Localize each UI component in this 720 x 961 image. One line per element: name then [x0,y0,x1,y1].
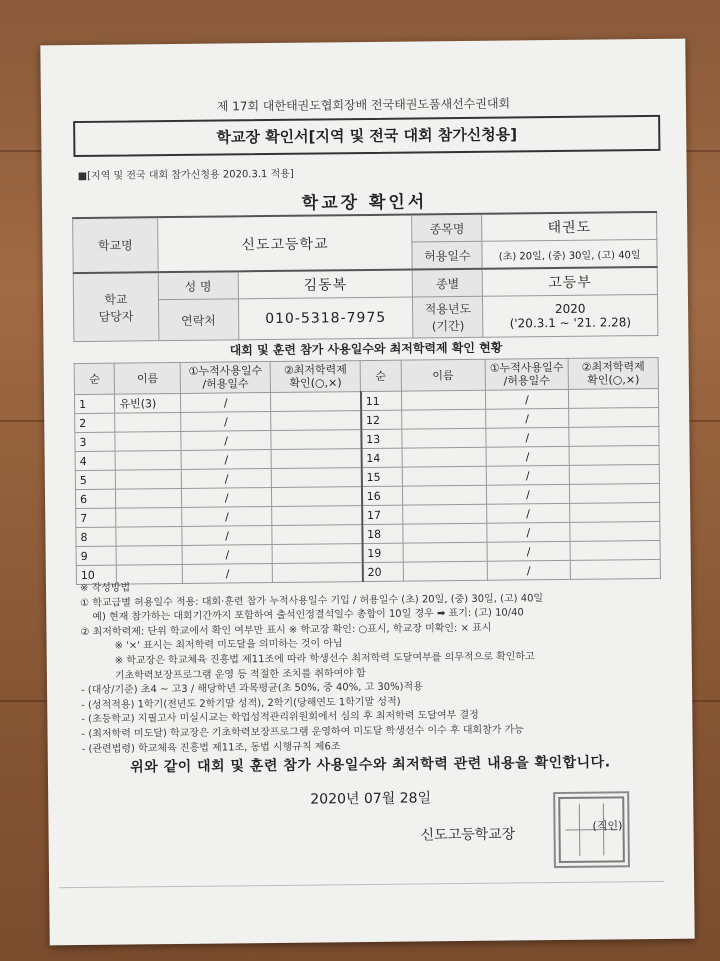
sport-label: 종목명 [412,214,482,242]
header-name: 이름 [115,362,181,394]
row-days-cell: / [181,450,271,470]
row-no-cell: 15 [361,467,402,486]
row-days-cell: / [487,541,570,561]
officer-label [73,272,159,341]
method-line: - (초등학교) 지필고사 미실시교는 학업성적관리위원회에서 심의 후 최저학력 도달여부 결정 [81,710,479,726]
row-days-cell: / [182,563,272,583]
document-sheet [40,39,694,946]
row-name-cell [116,526,182,546]
form-heading: 학교장 확인서 [301,192,428,214]
contact-label: 연락처 [158,299,238,341]
division-label: 종별 [413,269,483,297]
usage-table-title: 대회 및 훈련 참가 사용일수와 최저학력제 확인 현황 [229,340,503,358]
row-check-cell [570,540,660,560]
header-days: ①누적사용일수 /허용일수 [485,358,568,390]
row-no-cell: 5 [75,470,116,489]
row-name-cell [116,507,182,527]
seal-mark: (직인) [592,819,623,833]
row-days-cell: / [182,526,272,546]
row-no-cell: 16 [362,486,403,505]
row-name-cell [402,504,486,524]
row-no-cell: 10 [76,565,117,584]
row-no-cell: 8 [76,527,117,546]
row-no-cell: 9 [76,546,117,565]
row-check-cell [569,483,659,503]
method-line: ※ 학교장은 학교체육 진흥법 제11조에 따라 학생선수 최저학력 도달여부를 의무적으로 확인하고 [114,651,535,667]
issue-date: 2020년 07월 28일 [310,790,432,808]
row-name-cell [116,545,182,565]
row-name-cell [401,390,485,410]
row-check-cell [271,449,361,469]
row-no-cell: 6 [75,489,116,508]
applied-year-label-line1: 적용년도 [424,301,472,317]
row-days-cell: / [487,522,570,542]
row-check-cell [272,487,362,507]
row-check-cell [569,407,659,427]
row-no-cell: 2 [75,413,116,432]
row-no-cell: 3 [75,432,116,451]
application-note: ■[지역 및 전국 대회 참가신청용 2020.3.1 적용] [77,168,294,183]
row-days-cell: / [485,408,568,428]
applied-year-cell [483,294,658,337]
row-days-cell: / [487,560,570,580]
row-days-cell: / [485,389,568,409]
row-check-cell [568,388,658,408]
header-no: 순 [74,363,115,394]
row-name-cell [402,485,486,505]
row-name-cell [402,447,486,467]
officer-label-line1: 학교 [104,292,128,307]
row-no-cell: 19 [362,543,403,562]
row-check-cell [271,430,361,450]
row-days-cell: / [486,484,569,504]
school-info-table [72,211,658,342]
method-line: ※ '×' 표시는 최저학력 미도달을 의미하는 것이 아님 [114,638,343,653]
row-name-cell [403,542,487,562]
row-no-cell: 4 [75,451,116,470]
row-name-cell [401,428,485,448]
row-days-cell: / [182,545,272,565]
writing-method [80,576,682,757]
school-name: 신도고등학교 [157,215,412,273]
officer-label-line2: 담당자 [98,308,134,324]
principal-name: 신도고등학교장 [420,826,516,844]
event-title: 제 17회 대한태권도협회장배 전국태권도품새선수권대회 [216,96,511,114]
confirmation-statement: 위와 같이 대회 및 훈련 참가 사용일수와 최저학력 관련 내용을 확인합니다. [130,754,611,776]
row-name-cell [402,466,486,486]
row-no-cell: 12 [361,410,402,429]
row-days-cell: / [181,469,271,489]
sport-value: 태권도 [482,212,657,241]
row-check-cell [570,521,660,541]
row-days-cell: / [181,393,271,413]
row-no-cell: 7 [76,508,117,527]
row-check-cell [569,464,659,484]
row-name-cell: 유빈(3) [115,393,181,413]
row-check-cell [570,502,660,522]
method-line: ① 학교급별 허용일수 적용: 대회·훈련 참가 누적사용일수 기입 / 허용일수 (초) 20일, (중) 30일, (고) 40일 [80,592,544,609]
method-line: - (대상/기준) 초4 ~ 고3 / 해당학년 과목평균(초 50%, 중 40%, 고 30%)적용 [81,681,423,697]
row-name-cell [116,488,182,508]
header-name: 이름 [401,359,486,391]
row-days-cell: / [486,503,569,523]
row-check-cell [272,506,362,526]
row-no-cell: 18 [362,524,403,543]
header-min-academic: ②최저학력제 확인(○,×) [270,361,360,393]
row-check-cell [271,411,361,431]
method-line: - (최저학력 미도달) 학교장은 기초학력보장프로그램 운영하여 미도달 학생선수 이수 후 대회참가 가능 [81,724,524,740]
row-check-cell [272,544,362,564]
applied-year-label [413,296,483,338]
row-check-cell [271,468,361,488]
row-name-cell [115,450,181,470]
row-check-cell [569,445,659,465]
row-no-cell: 17 [362,505,403,524]
applied-year-label-line2: (기간) [431,318,465,334]
school-label: 학교명 [73,217,158,273]
row-days-cell: / [486,465,569,485]
row-no-cell: 20 [362,562,403,581]
usage-table [74,357,661,585]
row-no-cell: 11 [361,391,402,410]
row-no-cell: 13 [361,429,402,448]
method-line: - (관련법령) 학교체육 진흥법 제11조, 동법 시행규칙 제6조 [81,740,341,755]
header-days: ①누적사용일수 /허용일수 [180,362,270,394]
method-heading: ※ 작성방법 [79,582,131,595]
row-name-cell [402,523,486,543]
method-line: 예) 현재 참가하는 대회기간까지 포함하여 출석인정결석일수 총합이 10일 경우 ➡ 표기: (고) 10/40 [92,607,524,624]
row-name-cell [116,469,182,489]
officer-name-label: 성 명 [158,271,238,299]
row-name-cell [115,412,181,432]
method-line: 기초학력보장프로그램 운영 등 적절한 조치를 취하여야 함 [114,667,366,682]
row-name-cell [115,431,181,451]
officer-name: 김동복 [238,270,413,299]
method-line: - (성적적용) 1학기(전년도 2학기말 성적), 2학기(당해연도 1학기말 성적) [81,696,401,711]
contact-value: 010-5318-7975 [238,297,413,340]
divider [59,881,664,888]
row-name-cell [401,409,485,429]
row-days-cell: / [182,488,272,508]
row-no-cell: 14 [361,448,402,467]
allowed-days-label: 허용일수 [412,241,482,269]
row-days-cell: / [486,427,569,447]
row-days-cell: / [486,446,569,466]
row-check-cell [569,426,659,446]
row-no-cell: 1 [74,394,115,413]
header-min-academic: ②최저학력제 확인(○,×) [568,357,658,389]
header-no: 순 [360,360,401,391]
applied-year: 2020 [554,301,586,317]
row-days-cell: / [181,412,271,432]
row-check-cell [271,392,361,412]
applied-period: ('20.3.1 ~ '21. 2.28) [509,315,632,331]
row-days-cell: / [181,431,271,451]
division-value: 고등부 [482,267,657,296]
row-days-cell: / [182,507,272,527]
method-line: ② 최저학력제: 단위 학교에서 확인 여부만 표시 ※ 학교장 확인: ○표시, 학교장 미확인: × 표시 [80,622,492,638]
allowed-days-value: (초) 20일, (중) 30일, (고) 40일 [482,239,657,268]
row-check-cell [272,525,362,545]
document-title: 학교장 확인서[지역 및 전국 대회 참가신청용] [73,115,660,157]
